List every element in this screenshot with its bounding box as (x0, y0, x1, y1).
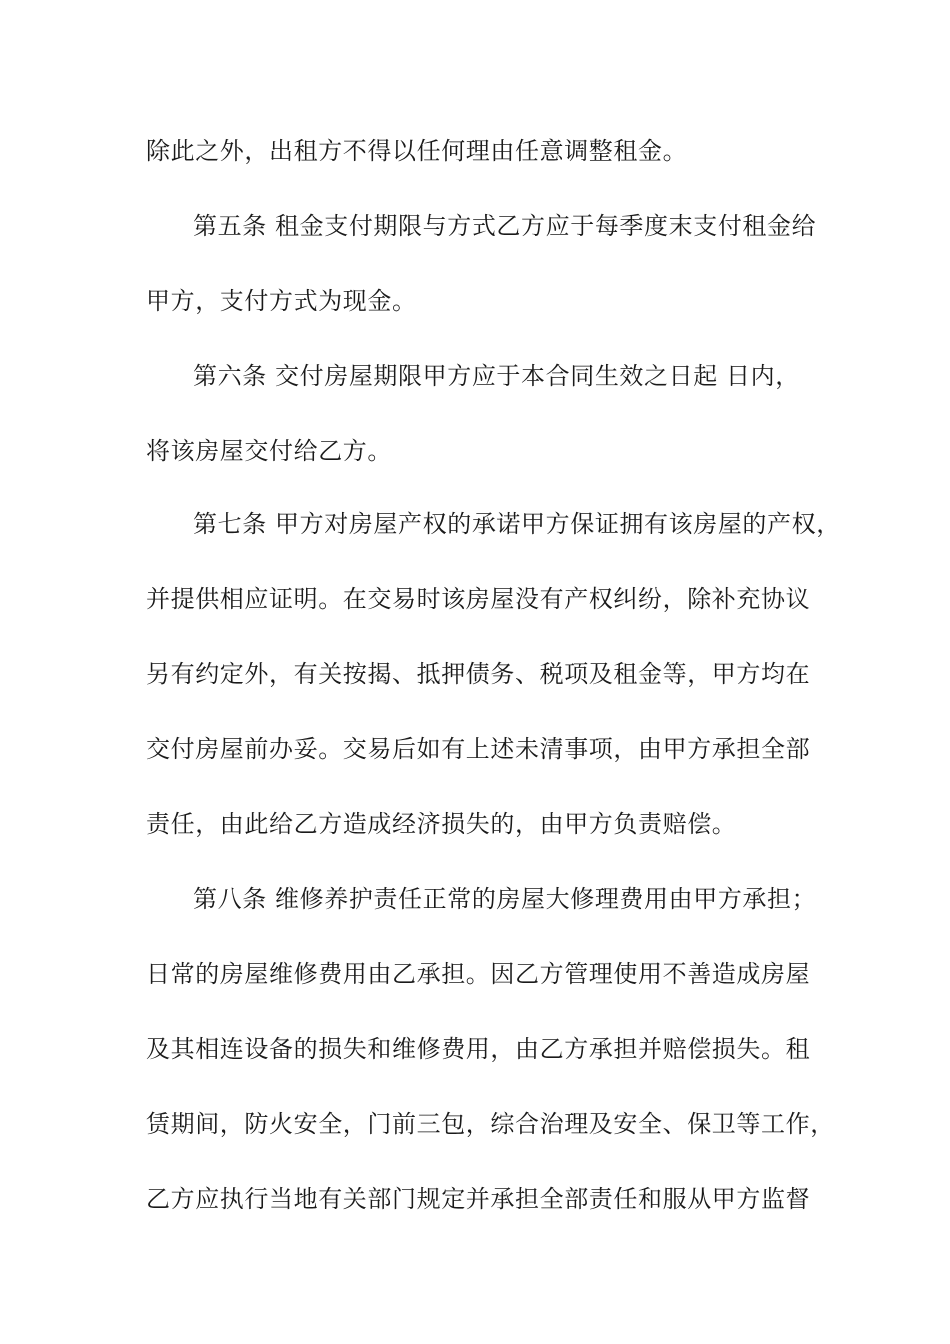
text-line: 将该房屋交付给乙方。 (146, 437, 392, 465)
text-line: 赁期间，防火安全，门前三包，综合治理及安全、保卫等工作， (146, 1110, 835, 1138)
text-line: 交付房屋前办妥。交易后如有上述未清事项，由甲方承担全部 (146, 735, 811, 763)
text-line: 甲方，支付方式为现金。 (146, 287, 417, 315)
text-line: 日常的房屋维修费用由乙承担。因乙方管理使用不善造成房屋 (146, 960, 811, 988)
article-8-heading-line: 第八条 维修养护责任正常的房屋大修理费用由甲方承担； (193, 885, 817, 913)
text-line: 乙方应执行当地有关部门规定并承担全部责任和服从甲方监督 (146, 1185, 811, 1213)
text-line: 责任，由此给乙方造成经济损失的，由甲方负责赔偿。 (146, 810, 737, 838)
text-line: 及其相连设备的损失和维修费用，由乙方承担并赔偿损失。租 (146, 1035, 811, 1063)
article-6-heading-line: 第六条 交付房屋期限甲方应于本合同生效之日起 日内， (193, 362, 800, 390)
article-7-heading-line: 第七条 甲方对房屋产权的承诺甲方保证拥有该房屋的产权， (193, 510, 841, 538)
article-5-heading-line: 第五条 租金支付期限与方式乙方应于每季度末支付租金给 (193, 212, 817, 240)
text-line: 除此之外，出租方不得以任何理由任意调整租金。 (146, 137, 688, 165)
text-line: 并提供相应证明。在交易时该房屋没有产权纠纷，除补充协议 (146, 585, 811, 613)
text-line: 另有约定外，有关按揭、抵押债务、税项及租金等，甲方均在 (146, 660, 811, 688)
